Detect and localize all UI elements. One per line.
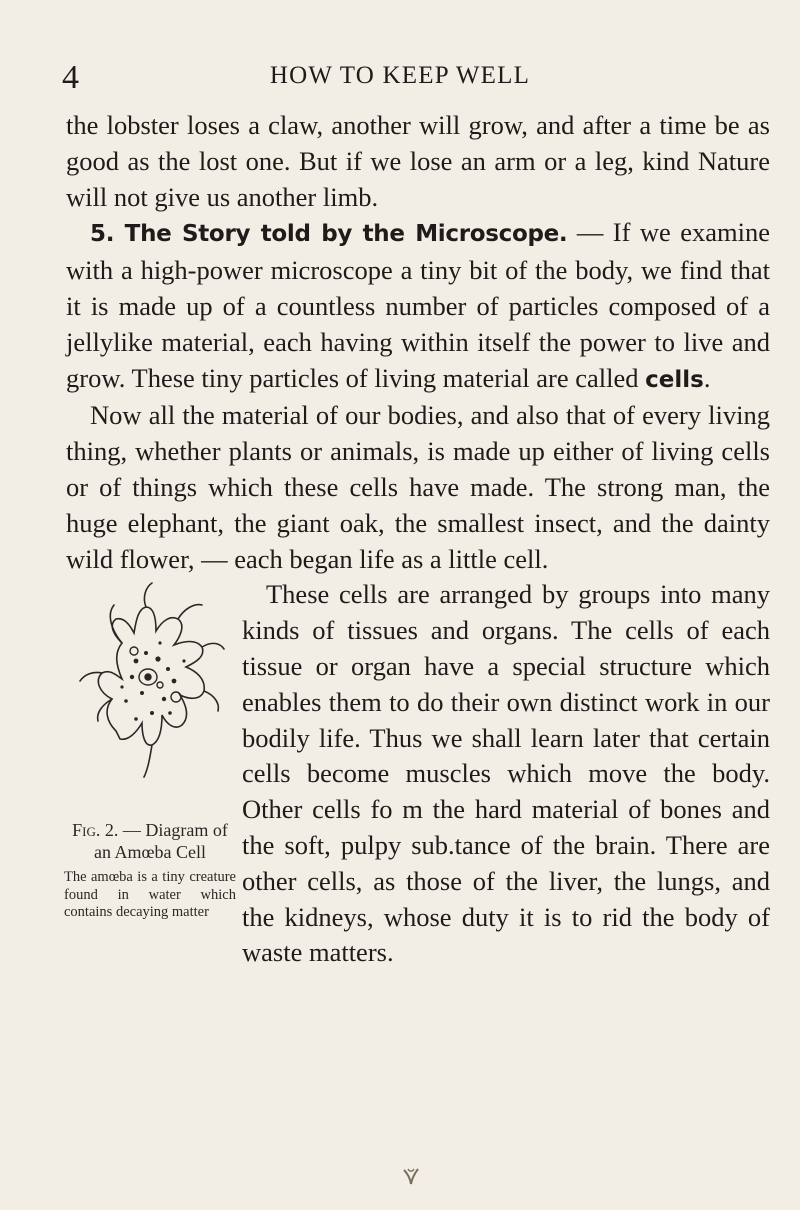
page-number: 4 bbox=[62, 59, 79, 96]
figure-label: Fig. 2. bbox=[72, 820, 119, 841]
section-heading: 5. The Story told by the Microscope. bbox=[90, 221, 568, 248]
figure-amoeba bbox=[64, 577, 234, 972]
running-title: HOW TO KEEP WELL bbox=[269, 62, 531, 89]
term-cells: cells bbox=[645, 366, 704, 393]
paragraph-4: These cells are arranged by groups into many kinds of tissues and organs. The cells of each tissue or organ have a special structure which enables them to do their own distinct work in our bodily life. Thus we shall learn later that certain cells become muscles which move the body. Other cells fo m the hard material of bones and the soft, pulpy sub.tance of the brain. There are other cells, as those of the liver, the lungs, and the kidneys, whose duty it is to rid the body of waste matters. bbox=[242, 579, 770, 968]
paragraph-2 bbox=[66, 215, 770, 398]
ink-mark-icon bbox=[402, 1166, 420, 1186]
figure-description: The amœba is a tiny creature found in water which contains decaying matter bbox=[64, 869, 236, 921]
paragraph-2-end: . bbox=[703, 362, 711, 393]
figure-caption bbox=[64, 819, 236, 922]
figure-title bbox=[64, 819, 236, 863]
body-text bbox=[66, 108, 770, 972]
figure-title-text: — Diagram of an Amœba Cell bbox=[94, 820, 228, 863]
paragraph-3-text: Now all the material of our bodies, and also that of every living thing, whether plants or animals, is made up either of living cells or of things which these cells have made. The strong man, the huge elephant, the giant oak, the smallest insect, and the dainty wild flower, — each began life as a little cell. bbox=[66, 400, 770, 574]
paragraph-3 bbox=[66, 398, 770, 577]
paragraph-2-text: — If we examine with a high-power microscope a tiny bit of the body, we find that it is made up of a countless number of particles composed of a jellylike material, each having within itself the power to live and grow. These tiny particles of living material are called bbox=[66, 217, 771, 393]
amoeba-illustration bbox=[76, 581, 226, 821]
paragraph-1: the lobster loses a claw, another will grow, and after a time be as good as the lost one. But if we lose an arm or a leg, kind Nature will not give us another limb. bbox=[66, 110, 770, 212]
page-header bbox=[0, 58, 800, 98]
